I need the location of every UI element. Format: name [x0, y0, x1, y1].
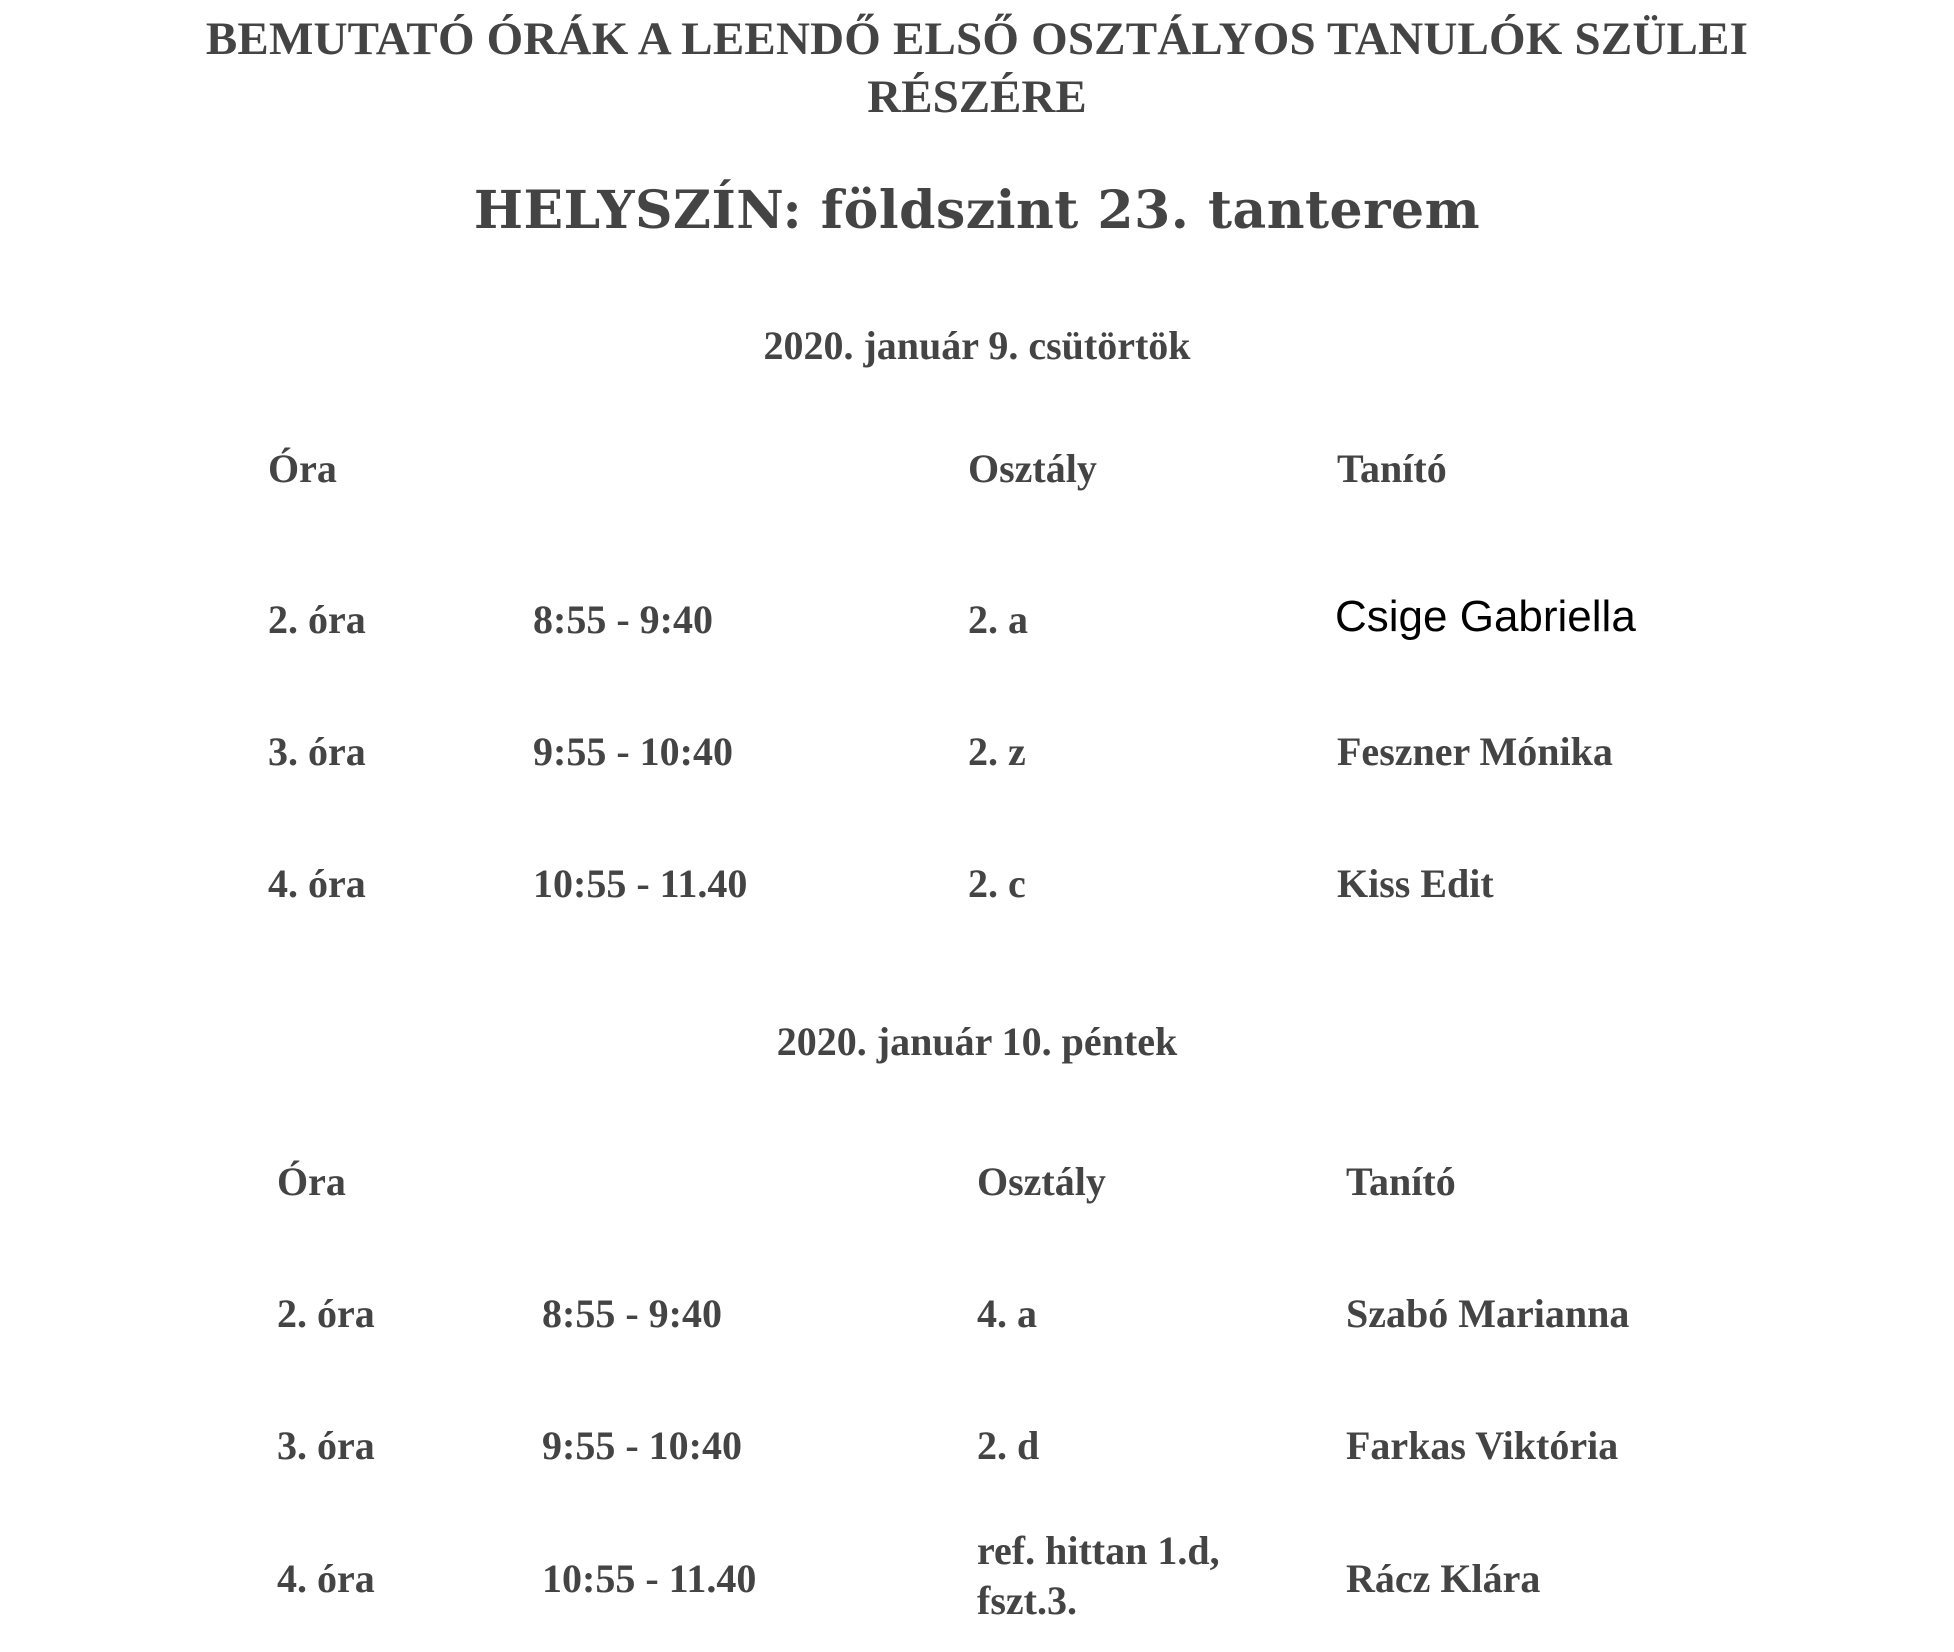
day-1-header-class: Osztály	[968, 446, 1097, 491]
day-2-row-3-period: 4. óra	[277, 1556, 375, 1601]
day-1-row-2-time: 9:55 - 10:40	[533, 729, 733, 774]
day-1-row-2-period: 3. óra	[268, 729, 366, 774]
document-title-line-1: BEMUTATÓ ÓRÁK A LEENDŐ ELSŐ OSZTÁLYOS TANULÓK SZÜLEI	[205, 13, 1749, 65]
day-2-date: 2020. január 10. péntek	[776, 1019, 1178, 1064]
day-1-row-3-time: 10:55 - 11.40	[533, 861, 748, 906]
document-title-line-2: RÉSZÉRE	[867, 71, 1087, 123]
day-1-header-period: Óra	[268, 446, 337, 491]
day-2-row-1-class: 4. a	[977, 1291, 1037, 1336]
day-1-row-1-teacher: Csige Gabriella	[1335, 592, 1636, 641]
day-2-header-class: Osztály	[977, 1159, 1106, 1204]
day-1-row-2-teacher: Feszner Mónika	[1337, 729, 1613, 774]
day-2-row-3-time: 10:55 - 11.40	[542, 1556, 757, 1601]
day-2-row-2-teacher: Farkas Viktória	[1346, 1423, 1619, 1468]
day-1-row-1-class: 2. a	[968, 597, 1028, 642]
day-2-row-2-time: 9:55 - 10:40	[542, 1423, 742, 1468]
day-1-header-teacher: Tanító	[1337, 446, 1447, 491]
location-heading: HELYSZÍN: földszint 23. tanterem	[473, 180, 1481, 241]
day-2-row-2-class: 2. d	[977, 1423, 1040, 1468]
day-1-row-3-teacher: Kiss Edit	[1337, 861, 1494, 906]
day-1-row-3-class: 2. c	[968, 861, 1026, 906]
day-2-row-3-teacher: Rácz Klára	[1346, 1556, 1541, 1601]
day-2-row-1-period: 2. óra	[277, 1291, 375, 1336]
day-2-header-teacher: Tanító	[1346, 1159, 1456, 1204]
day-2-row-1-time: 8:55 - 9:40	[542, 1291, 722, 1336]
day-1-row-2-class: 2. z	[968, 729, 1026, 774]
day-1-row-1-period: 2. óra	[268, 597, 366, 642]
day-1-row-3-period: 4. óra	[268, 861, 366, 906]
day-2-header-period: Óra	[277, 1159, 346, 1204]
day-2-row-1-teacher: Szabó Marianna	[1346, 1291, 1630, 1336]
day-1-row-1-time: 8:55 - 9:40	[533, 597, 713, 642]
day-1-date: 2020. január 9. csütörtök	[763, 323, 1191, 368]
day-2-row-2-period: 3. óra	[277, 1423, 375, 1468]
day-2-row-3-class: ref. hittan 1.d, fszt.3.	[977, 1528, 1220, 1623]
